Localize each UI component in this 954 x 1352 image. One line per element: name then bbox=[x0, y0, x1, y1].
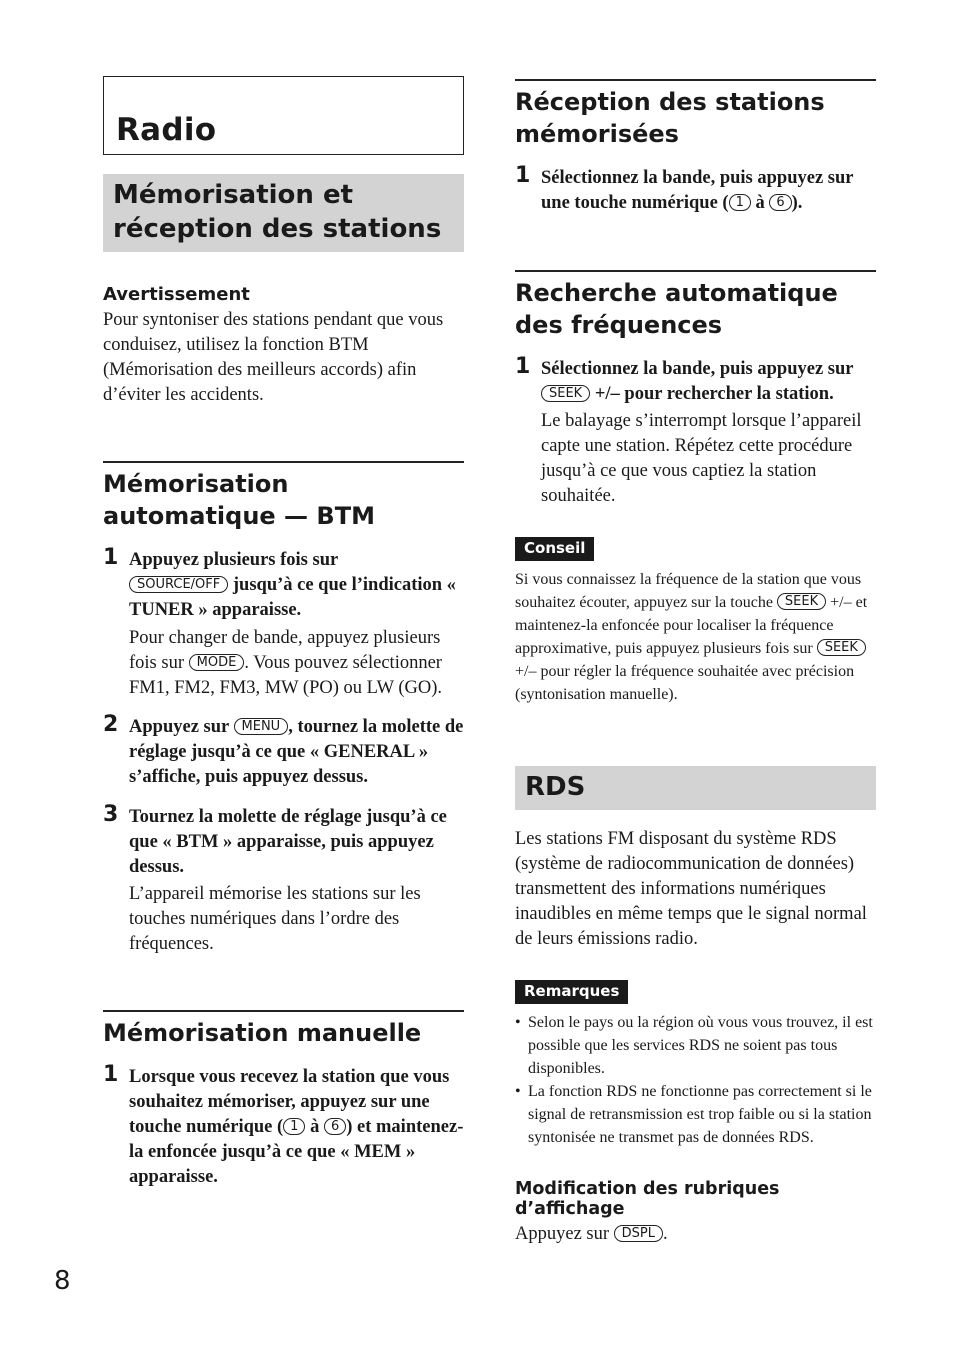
right-column bbox=[515, 79, 876, 1247]
page-number: 8 bbox=[54, 1266, 71, 1296]
source-off-key: SOURCE/OFF bbox=[129, 576, 228, 593]
step-text: jusqu’à ce que l’indication « TUNER » apparaisse. bbox=[129, 575, 456, 620]
step-text: ). bbox=[791, 193, 803, 213]
preset-6-key: 6 bbox=[769, 194, 791, 211]
step-number: 2 bbox=[103, 712, 119, 737]
warning-text: Pour syntoniser des stations pendant que vous conduisez, utilisez la fonction BTM (Mémorisation des meilleurs accords) afin d’éviter les accidents. bbox=[103, 310, 444, 405]
list-item: • Selon le pays ou la région où vous vous trouvez, il est possible que les services RDS ne soient pas tous disponibles. bbox=[515, 1011, 876, 1080]
rds-heading: RDS bbox=[515, 766, 876, 810]
tip-badge: Conseil bbox=[515, 537, 594, 561]
tip-text: +/– pour régler la fréquence souhaitée avec précision (syntonisation manuelle). bbox=[515, 663, 855, 703]
btm-step-2 bbox=[103, 712, 464, 790]
preset-6-key: 6 bbox=[324, 1118, 346, 1135]
display-text: Appuyez sur bbox=[515, 1224, 614, 1244]
step-text: Tournez la molette de réglage jusqu’à ce que « BTM » apparaisse, puis appuyez dessus. bbox=[129, 807, 447, 877]
tip-block bbox=[515, 537, 876, 706]
warning-block bbox=[103, 284, 464, 408]
seek-key: SEEK bbox=[541, 385, 590, 402]
mode-key: MODE bbox=[189, 654, 245, 671]
warning-heading: Avertissement bbox=[103, 284, 250, 305]
step-text: Sélectionnez la bande, puis appuyez sur une touche numérique ( bbox=[541, 168, 854, 213]
step-text: Appuyez sur bbox=[129, 717, 234, 737]
list-item: • La fonction RDS ne fonctionne pas correctement si le signal de retransmission est trop faible ou si la station syntonisée ne transmet pas de données RDS. bbox=[515, 1080, 876, 1149]
display-text: . bbox=[663, 1224, 668, 1244]
btm-step-1 bbox=[103, 545, 464, 701]
tip-text: +/– et maintenez-la enfoncée pour localiser la fréquence approximative, puis appuyez plusieurs fois sur bbox=[515, 594, 868, 657]
manual-step-1 bbox=[103, 1062, 464, 1190]
section-title: Mémorisation et réception des stations bbox=[103, 174, 464, 252]
preset-1-key: 1 bbox=[729, 194, 751, 211]
seek-key: SEEK bbox=[777, 593, 826, 610]
step-detail: Le balayage s’interrompt lorsque l’appareil capte une station. Répétez cette procédure jusqu’à ce que vous captiez la station souhaitée. bbox=[541, 411, 862, 506]
reception-heading: Réception des stations mémorisées bbox=[515, 79, 876, 150]
btm-heading: Mémorisation automatique — BTM bbox=[103, 461, 464, 532]
display-heading: Modification des rubriques d’affichage bbox=[515, 1179, 780, 1219]
step-text: Appuyez plusieurs fois sur bbox=[129, 550, 339, 570]
step-text: +/– pour rechercher la station. bbox=[590, 384, 834, 404]
search-step-1 bbox=[515, 354, 876, 509]
step-text: Lorsque vous recevez la station que vous souhaitez mémoriser, appuyez sur une touche numérique ( bbox=[129, 1067, 450, 1137]
remarks-badge: Remarques bbox=[515, 980, 628, 1004]
search-heading: Recherche automatique des fréquences bbox=[515, 270, 876, 341]
step-text: à bbox=[750, 193, 770, 213]
seek-key: SEEK bbox=[817, 639, 866, 656]
remarks-block bbox=[515, 980, 876, 1149]
tip-text: Si vous connaissez la fréquence de la station que vous souhaitez écouter, appuyez sur la touche bbox=[515, 571, 862, 611]
step-number: 1 bbox=[515, 354, 531, 379]
step-text: , tournez la molette de réglage jusqu’à ce que « GENERAL » s’affiche, puis appuyez dessus. bbox=[129, 717, 464, 787]
dspl-key: DSPL bbox=[614, 1225, 663, 1242]
chapter-title: Radio bbox=[116, 112, 217, 148]
step-detail: . Vous pouvez sélectionner FM1, FM2, FM3, MW (PO) ou LW (GO). bbox=[129, 653, 442, 698]
menu-key: MENU bbox=[234, 718, 289, 735]
step-number: 1 bbox=[103, 1062, 119, 1087]
step-number: 1 bbox=[515, 163, 531, 188]
step-text: ) et maintenez-la enfoncée jusqu’à ce que « MEM » apparaisse. bbox=[129, 1117, 464, 1187]
manual-heading: Mémorisation manuelle bbox=[103, 1010, 464, 1049]
left-column bbox=[103, 76, 464, 1190]
btm-step-3 bbox=[103, 802, 464, 957]
step-number: 3 bbox=[103, 802, 119, 827]
step-detail: Pour changer de bande, appuyez plusieurs fois sur bbox=[129, 628, 441, 673]
step-detail: L’appareil mémorise les stations sur les touches numériques dans l’ordre des fréquences. bbox=[129, 884, 421, 954]
reception-step-1 bbox=[515, 163, 876, 216]
preset-1-key: 1 bbox=[283, 1118, 305, 1135]
chapter-title-box bbox=[103, 76, 464, 155]
remarks-list bbox=[515, 1011, 876, 1149]
rds-text: Les stations FM disposant du système RDS (système de radiocommunication de données) transmettent des informations numériques inaudibles en même temps que le signal normal de leurs émissions radio. bbox=[515, 829, 867, 949]
step-text: Sélectionnez la bande, puis appuyez sur bbox=[541, 359, 854, 379]
step-number: 1 bbox=[103, 545, 119, 570]
step-text: à bbox=[305, 1117, 324, 1137]
